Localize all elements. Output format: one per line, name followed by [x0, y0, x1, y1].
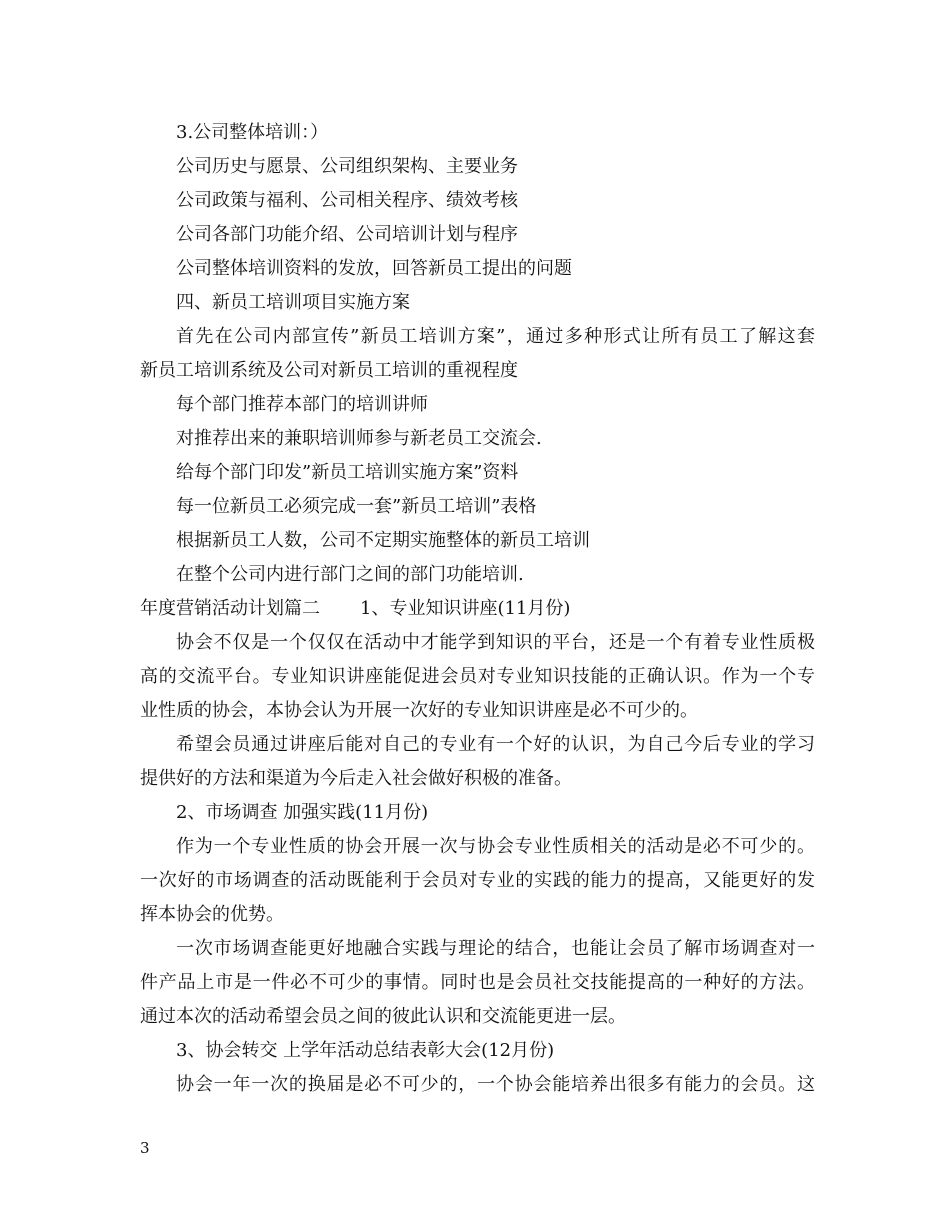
paragraph-line: 3.公司整体培训：）	[176, 122, 329, 143]
paragraph-line: 首先在公司内部宣传”新员工培训方案”，通过多种形式让所有员工了解这套	[176, 326, 815, 347]
paragraph-line: 新员工培训系统及公司对新员工培训的重视程度	[140, 360, 518, 381]
section-heading-line: 四、新员工培训项目实施方案	[176, 292, 410, 313]
section-heading	[140, 592, 815, 626]
paragraph-line: 通过本次的活动希望会员之间的彼此认识和交流能更进一层。	[140, 1006, 626, 1027]
paragraph-line: 业性质的协会，本协会认为开展一次好的专业知识讲座是必不可少的。	[140, 700, 698, 721]
paragraph-line: 给每个部门印发”新员工培训实施方案”资料	[176, 462, 519, 483]
paragraph-line: 协会一年一次的换届是必不可少的，一个协会能培养出很多有能力的会员。这	[176, 1074, 815, 1095]
paragraph-line: 一次好的市场调查的活动既能利于会员对专业的实践的能力的提高，又能更好的发	[140, 870, 815, 891]
paragraph-line: 挥本协会的优势。	[140, 904, 284, 925]
paragraph-line: 公司历史与愿景、公司组织架构、主要业务	[176, 156, 518, 177]
document-body	[140, 116, 815, 1102]
paragraph-line: 希望会员通过讲座后能对自己的专业有一个好的认识，为自己今后专业的学习	[176, 734, 815, 755]
section-heading-title: 年度营销活动计划篇二	[140, 598, 320, 619]
paragraph-line: 协会不仅是一个仅仅在活动中才能学到知识的平台，还是一个有着专业性质极	[176, 632, 815, 653]
paragraph-line: 作为一个专业性质的协会开展一次与协会专业性质相关的活动是必不可少的。	[176, 836, 815, 857]
subsection-heading-line: 3、协会转交 上学年活动总结表彰大会(12月份)	[176, 1040, 555, 1061]
paragraph-line: 公司政策与福利、公司相关程序、绩效考核	[176, 190, 518, 211]
paragraph-line: 每一位新员工必须完成一套”新员工培训”表格	[176, 496, 537, 517]
subsection-heading-line: 2、市场调查 加强实践(11月份)	[176, 802, 429, 823]
paragraph-line: 根据新员工人数，公司不定期实施整体的新员工培训	[176, 530, 590, 551]
paragraph-line: 在整个公司内进行部门之间的部门功能培训.	[176, 564, 524, 585]
paragraph-line: 公司各部门功能介绍、公司培训计划与程序	[176, 224, 518, 245]
paragraph-line: 件产品上市是一件必不可少的事情。同时也是会员社交技能提高的一种好的方法。	[140, 972, 815, 993]
page-number: 3	[140, 1139, 150, 1157]
paragraph-line: 提供好的方法和渠道为今后走入社会做好积极的准备。	[140, 768, 572, 789]
paragraph-line: 公司整体培训资料的发放，回答新员工提出的问题	[176, 258, 572, 279]
paragraph-line: 对推荐出来的兼职培训师参与新老员工交流会.	[176, 428, 542, 449]
section-heading-subtitle: 1、专业知识讲座(11月份)	[360, 598, 571, 619]
paragraph-line: 一次市场调查能更好地融合实践与理论的结合，也能让会员了解市场调查对一	[176, 938, 815, 959]
paragraph-line: 每个部门推荐本部门的培训讲师	[176, 394, 428, 415]
paragraph-line: 高的交流平台。专业知识讲座能促进会员对专业知识技能的正确认识。作为一个专	[140, 666, 815, 687]
